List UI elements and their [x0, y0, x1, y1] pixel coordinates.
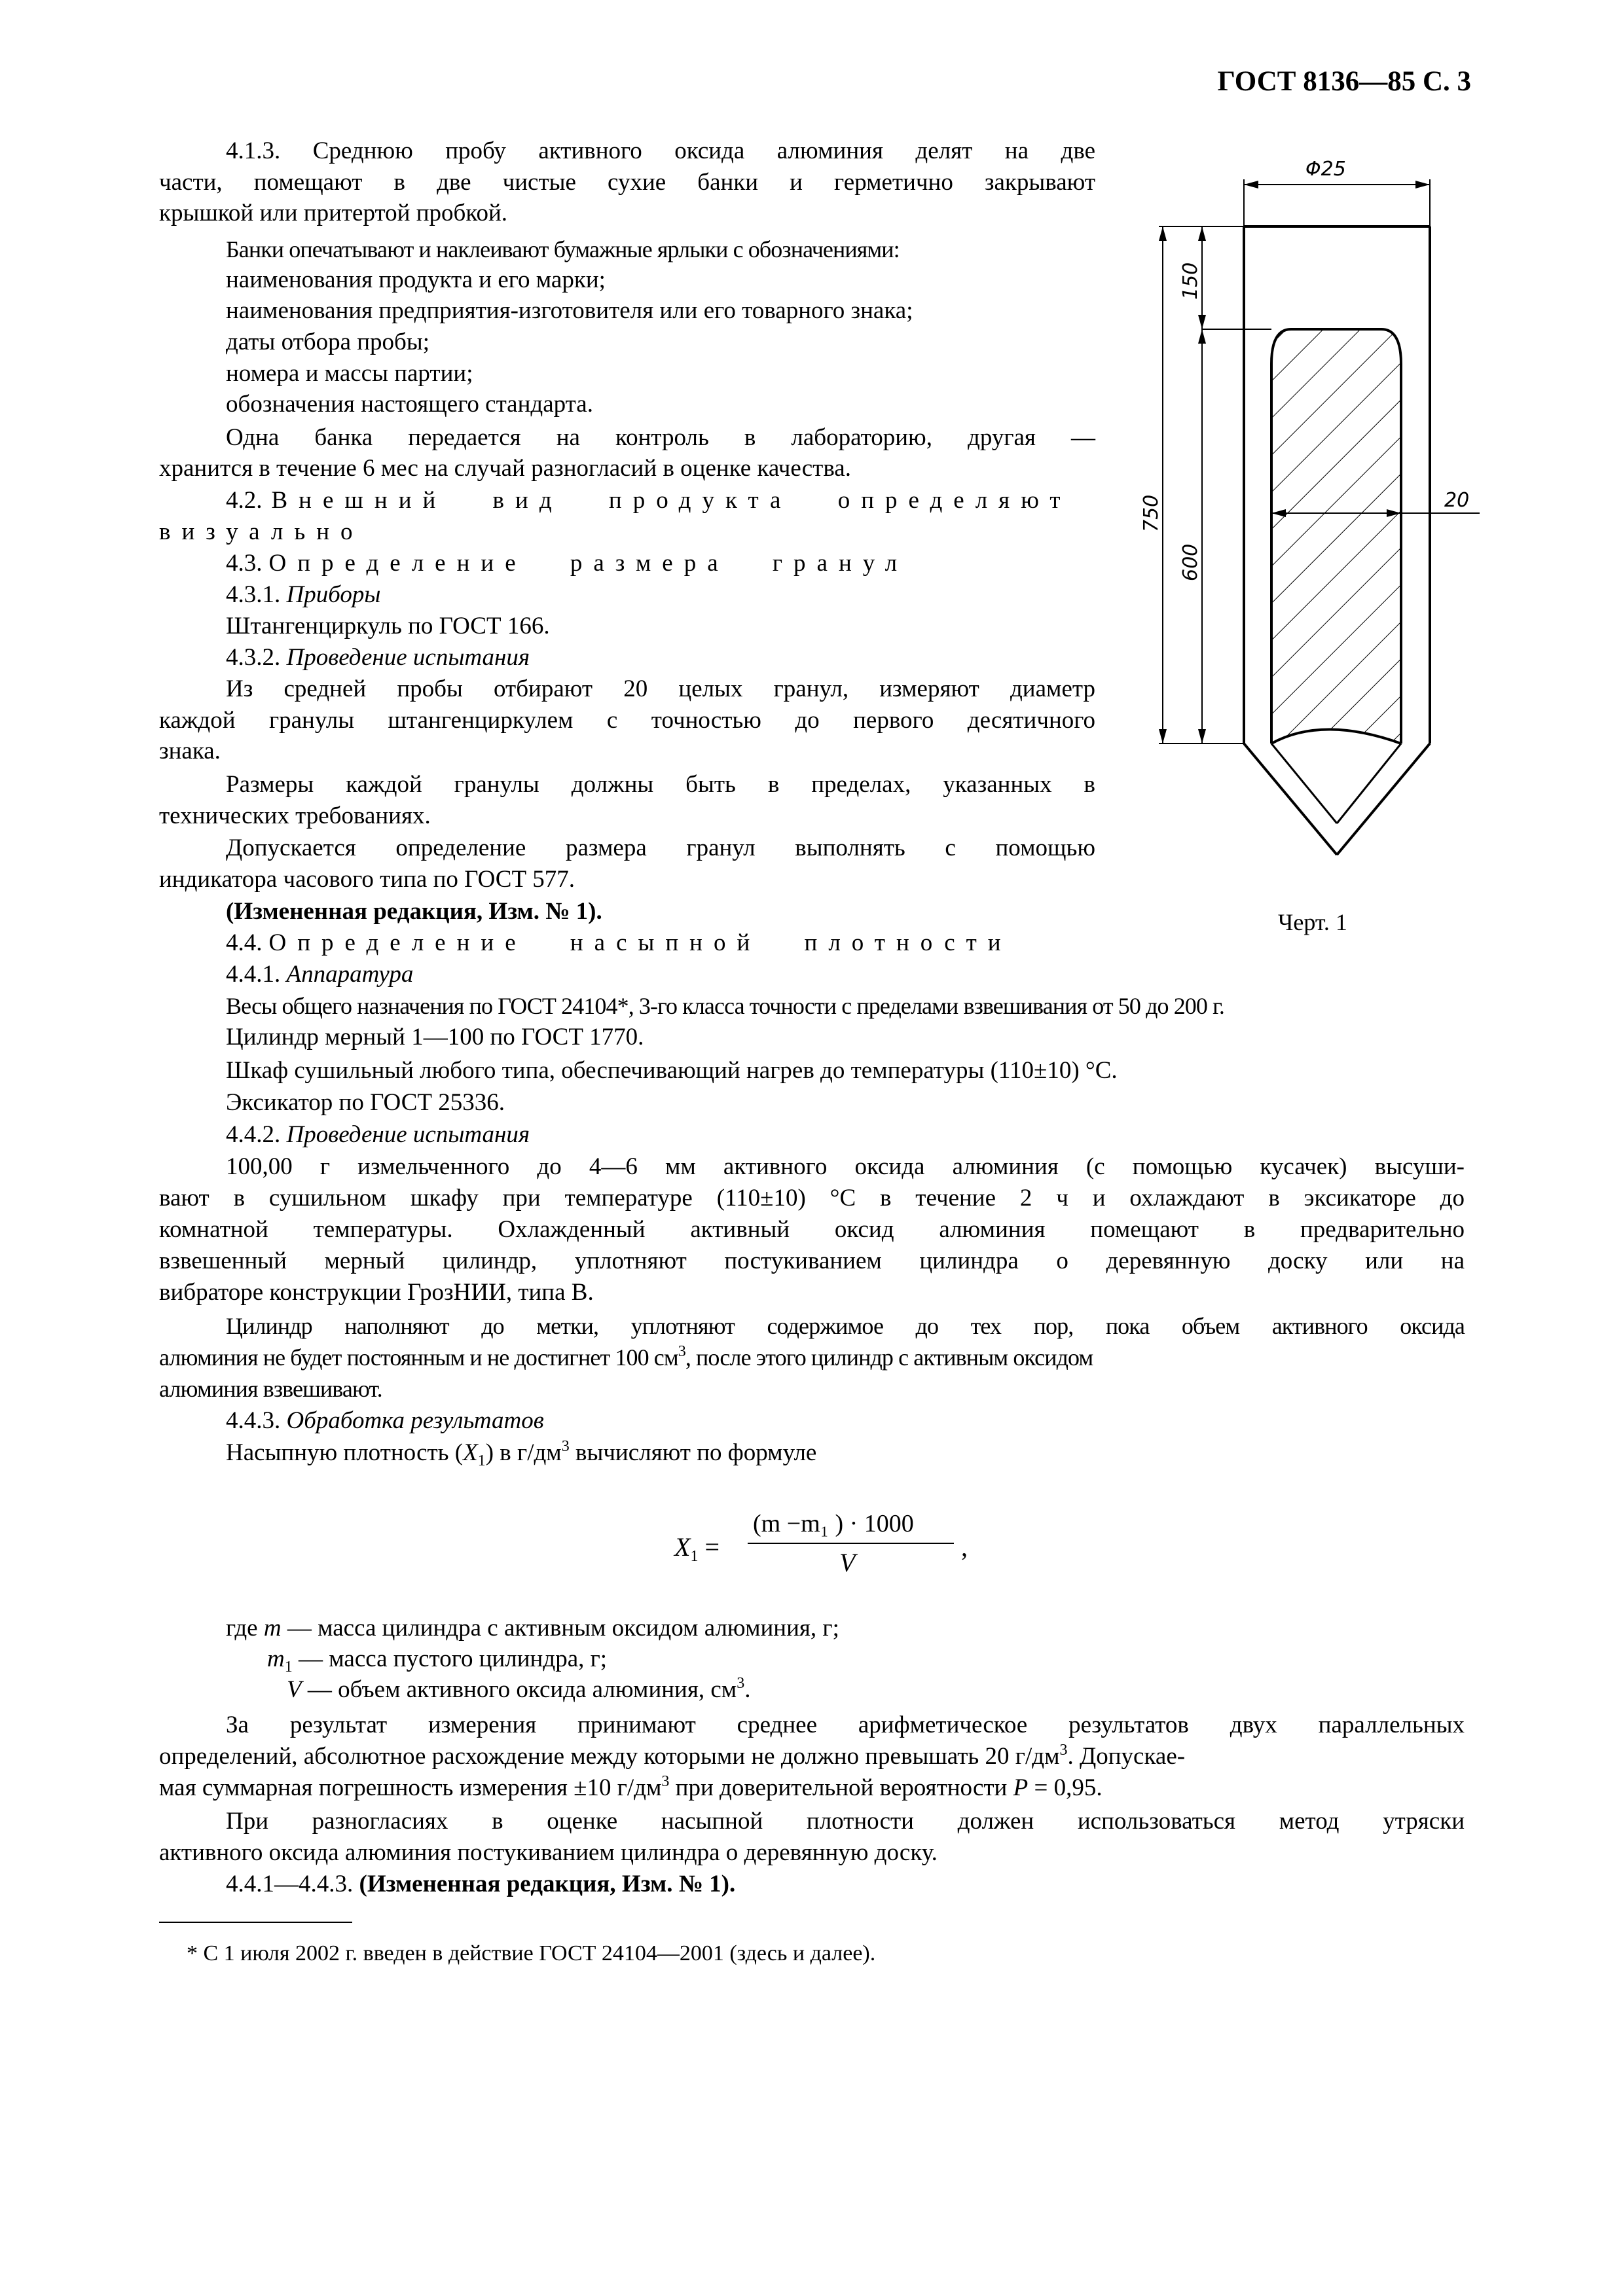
formula-fraction-bar — [748, 1543, 954, 1544]
formula-numerator: (m −m₁ ) · 1000 — [753, 1510, 914, 1537]
section-442-line3: комнатной температуры. Охлажденный активный оксид алюминия помещают в предварительно — [159, 1216, 1465, 1243]
section-432-number: 4.3.2. — [226, 644, 281, 671]
formula-lhs: $X_1$ = — [674, 1532, 720, 1565]
section-432-line2: каждой гранулы штангенциркулем с точностью до первого десятичного — [159, 707, 1095, 734]
section-42-text: Внешний вид продукта определяют — [271, 487, 1072, 514]
sampler-probe-drawing — [1139, 143, 1470, 876]
section-441-heading — [226, 960, 413, 990]
section-431-heading — [226, 580, 380, 610]
section-442-line7 — [159, 1342, 1465, 1372]
result-line1: За результат измерения принимают среднее арифметическое результатов двух параллельных — [226, 1712, 1465, 1738]
section-431-number: 4.3.1. — [226, 581, 281, 608]
section-44-title — [226, 928, 1012, 958]
section-442-line7-part1: алюминия не будет постоянным и не достигнет 100 $см^3$, после этого цилиндр с активным оксидом — [159, 1343, 1093, 1371]
section-42-line2: визуально — [159, 518, 364, 545]
result-line2: определений, абсолютное расхождение между которыми не должно превышать 20 $г/дм^3$. Допускае- — [159, 1742, 1186, 1770]
formula-bulk-density — [674, 1505, 968, 1584]
section-441-line1: Весы общего назначения по ГОСТ 24104*, 3-го класса точности с пределами взвешивания от 50 до 200 г. — [226, 993, 1225, 1019]
jar-line1: Одна банка передается на контроль в лабораторию, другая — — [226, 424, 1095, 451]
section-44-title-text: Определение насыпной плотности — [268, 929, 1012, 956]
probe-filling-hatch — [1270, 326, 1404, 748]
section-43-title — [226, 548, 908, 579]
section-442-line6: Цилиндр наполняют до метки, уплотняют содержимое до тех пор, пока объем активного оксида — [226, 1313, 1465, 1339]
footnote-rule — [159, 1922, 352, 1923]
section-442-line2: вают в сушильном шкафу при температуре (110±10) °С в течение 2 ч и охлаждают в эксикаторе до — [159, 1185, 1465, 1211]
formula-denominator: V — [839, 1548, 856, 1577]
section-43-number: 4.3. — [226, 550, 263, 577]
formula-comma: , — [961, 1532, 968, 1562]
para-413-line3: крышкой или притертой пробкой. — [159, 200, 508, 226]
section-441-line2: Цилиндр мерный 1—100 по ГОСТ 1770. — [226, 1024, 644, 1050]
section-42-number: 4.2. — [226, 487, 263, 514]
label-item-1: наименования продукта и его марки; — [226, 266, 606, 293]
section-432-line3: знака. — [159, 738, 221, 764]
label-item-4: номера и массы партии; — [226, 360, 473, 387]
section-432-heading — [226, 643, 530, 673]
section-432-line7: индикатора часового типа по ГОСТ 577. — [159, 866, 575, 893]
section-442-heading — [226, 1120, 530, 1150]
section-442-line1: 100,00 г измельченного до 4—6 мм активного оксида алюминия (с помощью кусачек) высуши- — [226, 1153, 1465, 1180]
jar-line2: хранится в течение 6 мес на случай разногласий в оценке качества. — [159, 455, 851, 482]
section-443-heading — [226, 1406, 544, 1436]
dim-600-label: 600 — [1179, 543, 1202, 581]
section-443-line1: Насыпную плотность $(X_1)$ в $г/дм^3$ вычисляют по формуле — [226, 1438, 817, 1469]
section-441-line4: Эксикатор по ГОСТ 25336. — [226, 1089, 505, 1116]
para-413-line1: 4.1.3. Среднюю пробу активного оксида алюминия делят на две — [226, 137, 1095, 164]
amendment-note-2: 4.4.1—4.4.3. (Измененная редакция, Изм. № 1). — [226, 1871, 736, 1897]
section-442-line5: вибраторе конструкции ГрозНИИ, типа В. — [159, 1279, 594, 1306]
figure-caption: Черт. 1 — [1278, 909, 1347, 935]
dispute-line2: активного оксида алюминия постукиванием цилиндра о деревянную доску. — [159, 1839, 938, 1866]
cone-inner-left — [1271, 744, 1337, 823]
footnote: * С 1 июля 2002 г. введен в действие ГОСТ 24104—2001 (здесь и далее). — [187, 1941, 876, 1965]
dispute-line1: При разногласиях в оценке насыпной плотности должен использоваться метод утряски — [226, 1808, 1465, 1835]
amendment-note-1: (Измененная редакция, Изм. № 1). — [226, 898, 602, 925]
para-413-line2: части, помещают в две чистые сухие банки и герметично закрывают — [159, 169, 1095, 196]
cone-inner-right — [1337, 744, 1401, 823]
section-432-line1: Из средней пробы отбирают 20 целых гранул, измеряют диаметр — [226, 675, 1095, 702]
section-441-line3: Шкаф сушильный любого типа, обеспечивающий нагрев до температуры (110±10) °С. — [226, 1057, 1118, 1084]
section-432-line6: Допускается определение размера гранул выполнять с помощью — [226, 834, 1095, 861]
dim-750-label: 750 — [1140, 494, 1163, 532]
section-431-body: Штангенциркуль по ГОСТ 166. — [226, 613, 550, 639]
section-442-line4: взвешенный мерный цилиндр, уплотняют постукиванием цилиндра о деревянную доску или на — [159, 1247, 1465, 1274]
section-42-line1 — [226, 486, 1095, 516]
where-m1: $m_1$ — масса пустого цилиндра, г; — [267, 1645, 608, 1676]
section-431-title: Приборы — [286, 581, 381, 608]
section-442-number: 4.4.2. — [226, 1121, 281, 1148]
result-line3: мая суммарная погрешность измерения ±10 $г/дм^3$ при доверительной вероятности P = 0,95. — [159, 1773, 1103, 1801]
section-43-title-text: Определение размера гранул — [268, 550, 909, 577]
section-441-title: Аппаратура — [286, 961, 414, 988]
dim-150-label: 150 — [1179, 262, 1202, 300]
page-header: ГОСТ 8136—85 С. 3 — [1217, 66, 1471, 97]
section-443-number: 4.4.3. — [226, 1407, 281, 1434]
dim-20-label: 20 — [1444, 489, 1470, 512]
section-442-title: Проведение испытания — [286, 1121, 530, 1148]
dim-d25-label: Φ25 — [1305, 158, 1346, 181]
where-v: V — объем активного оксида алюминия, $см^3$. — [287, 1675, 751, 1703]
probe-cone-left — [1244, 744, 1337, 855]
section-441-number: 4.4.1. — [226, 961, 281, 988]
section-432-line5: технических требованиях. — [159, 802, 431, 829]
label-item-5: обозначения настоящего стандарта. — [226, 391, 593, 418]
section-442-line8: алюминия взвешивают. — [159, 1376, 382, 1402]
section-432-line4: Размеры каждой гранулы должны быть в пределах, указанных в — [226, 771, 1095, 798]
labels-intro: Банки опечатывают и наклеивают бумажные ярлыки с обозначениями: — [226, 236, 900, 262]
section-432-title: Проведение испытания — [286, 644, 530, 671]
section-44-number: 4.4. — [226, 929, 263, 956]
label-item-3: даты отбора пробы; — [226, 329, 430, 355]
probe-cone-right — [1337, 744, 1430, 855]
section-443-title: Обработка результатов — [286, 1407, 544, 1434]
label-item-2: наименования предприятия-изготовителя или его товарного знака; — [226, 297, 913, 324]
where-m: где m — масса цилиндра с активным оксидом алюминия, г; — [226, 1615, 839, 1641]
